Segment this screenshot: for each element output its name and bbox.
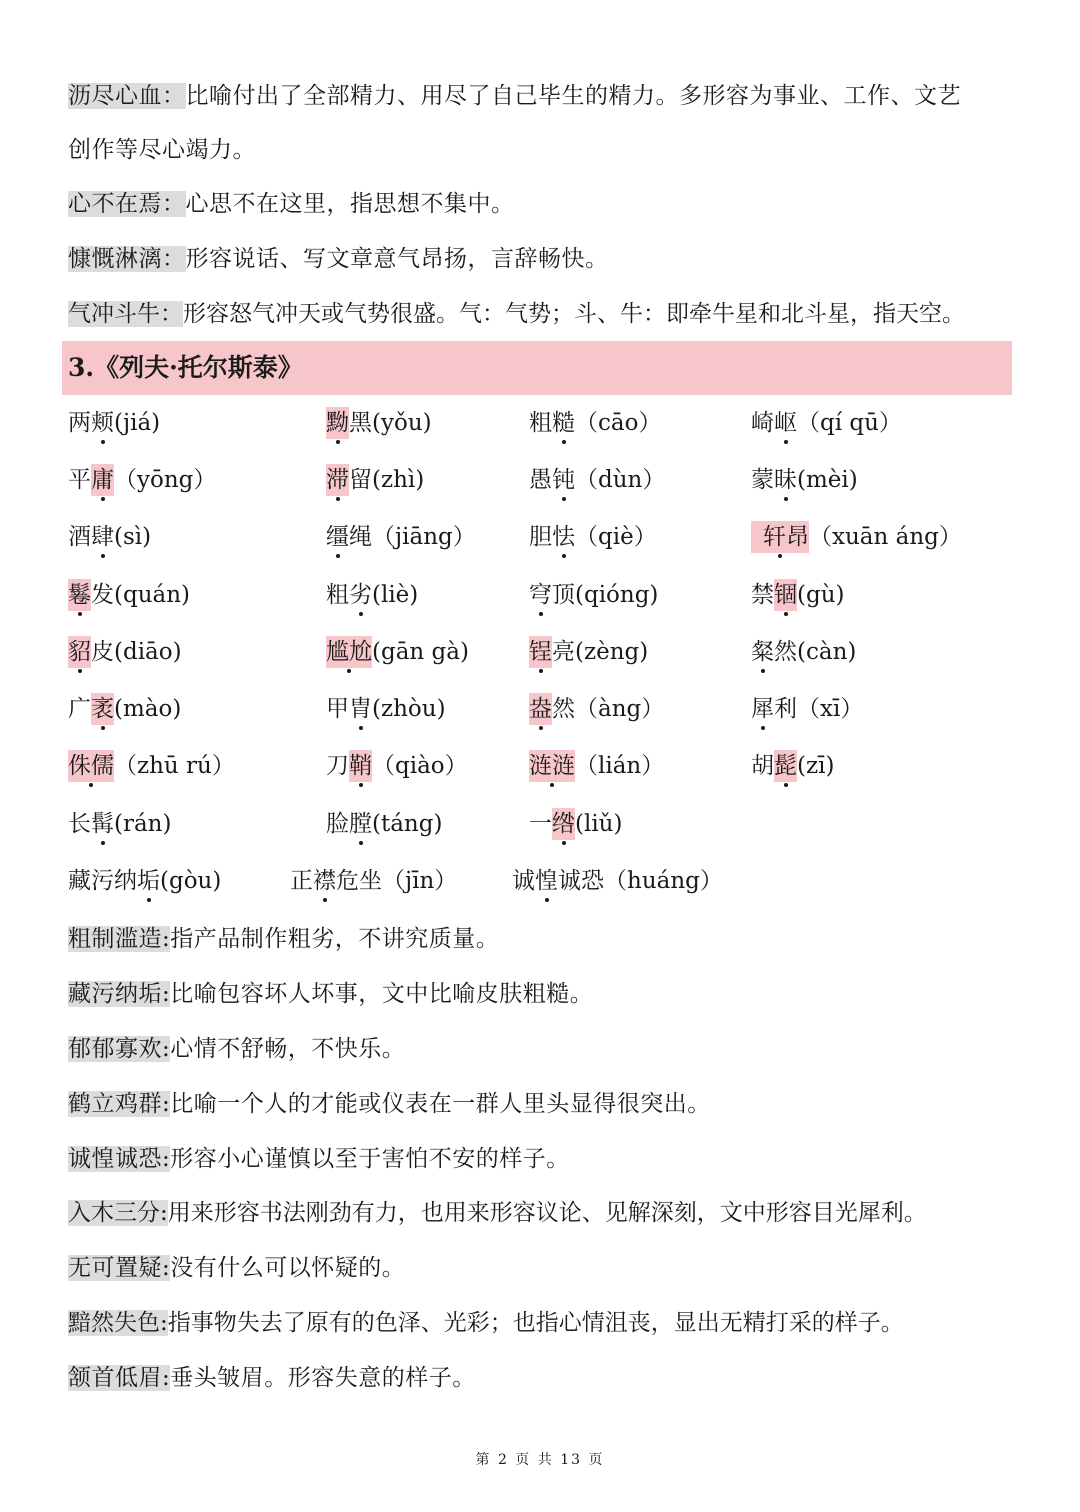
vocab-suffix: 亮 <box>552 639 575 665</box>
definition-line <box>68 1088 711 1120</box>
vocab-key-char: 膛 <box>349 808 372 840</box>
definition-line <box>68 1197 927 1229</box>
vocab-pinyin: (gù) <box>797 582 845 608</box>
vocab-prefix: 一 <box>529 811 552 837</box>
vocab-item <box>326 521 476 553</box>
vocab-key-char: 肆 <box>91 521 114 553</box>
vocab-pinyin: (zhòu) <box>372 696 446 722</box>
vocab-item <box>290 865 457 897</box>
vocab-item <box>68 636 182 668</box>
vocab-pinyin: （lián） <box>575 753 665 779</box>
definition-term: 心不在焉： <box>68 191 186 217</box>
vocab-pinyin: （xī） <box>797 696 864 722</box>
vocab-suffix: 顶 <box>552 582 575 608</box>
vocab-item <box>751 693 863 725</box>
definition-term: 慷慨淋漓： <box>68 246 186 272</box>
vocab-key-char: 鬈 <box>68 579 91 611</box>
vocab-pinyin: （yōng） <box>114 467 217 493</box>
vocab-key-char: 颊 <box>91 407 114 439</box>
vocab-item <box>68 750 235 782</box>
page-footer: 第 2 页 共 13 页 <box>475 1452 605 1468</box>
definition-text: 心情不舒畅，不快乐。 <box>170 1036 406 1062</box>
vocab-key-char: 昧 <box>774 464 797 496</box>
vocab-pinyin: (sì) <box>114 524 152 550</box>
vocab-key-char: 貂 <box>68 636 91 668</box>
definition-text: 形容小心谨慎以至于害怕不安的样子。 <box>170 1146 570 1172</box>
vocab-item <box>326 808 442 840</box>
vocab-key-char: 鞘 <box>349 750 372 782</box>
definition-text: 用来形容书法刚劲有力，也用来形容议论、见解深刻，文中形容目光犀利。 <box>167 1200 927 1226</box>
vocab-key-char: 犀 <box>751 693 774 725</box>
vocab-key-char: 尴尬 <box>326 636 372 668</box>
definition-line <box>68 1307 904 1339</box>
vocab-prefix: 崎 <box>751 410 774 436</box>
vocab-item <box>529 579 658 611</box>
vocab-prefix: 蒙 <box>751 467 774 493</box>
vocab-suffix: 诚恐 <box>558 868 604 894</box>
vocab-key-char: 侏儒 <box>68 750 114 782</box>
vocab-pinyin: (gòu) <box>160 868 222 894</box>
definition-line <box>68 1143 570 1175</box>
vocab-suffix: 然 <box>552 696 575 722</box>
vocab-pinyin: (liǔ) <box>575 811 623 837</box>
vocab-pinyin: （qí qū） <box>797 410 902 436</box>
vocab-suffix: 危坐 <box>336 868 382 894</box>
vocab-key-char: 滞 <box>326 464 349 496</box>
vocab-pinyin: （qiè） <box>575 524 657 550</box>
vocab-pinyin: （zhū rú） <box>114 753 235 779</box>
vocab-prefix: 刀 <box>326 753 349 779</box>
vocab-prefix: 平 <box>68 467 91 493</box>
vocab-prefix: 粗 <box>529 410 552 436</box>
definition-term: 粗制滥造: <box>68 926 171 952</box>
vocab-key-char: 涟涟 <box>529 750 575 782</box>
vocab-pinyin: （qiào） <box>372 753 468 779</box>
vocab-item <box>529 464 665 496</box>
definition-term: 诚惶诚恐: <box>68 1146 171 1172</box>
vocab-key-char: 髭 <box>774 750 797 782</box>
vocab-pinyin: (rán) <box>114 811 172 837</box>
vocab-prefix: 禁 <box>751 582 774 608</box>
vocab-item <box>326 693 446 725</box>
vocab-suffix: 然 <box>774 639 797 665</box>
vocab-pinyin: （dùn） <box>575 467 666 493</box>
vocab-key-char: 锃 <box>529 636 552 668</box>
vocab-key-char: 垢 <box>137 865 160 897</box>
vocab-item <box>326 750 468 782</box>
vocab-pinyin: (mèi) <box>797 467 858 493</box>
vocab-pinyin: (diāo) <box>114 639 182 665</box>
vocab-item <box>68 464 216 496</box>
vocab-prefix: 胆 <box>529 524 552 550</box>
vocab-item <box>68 693 181 725</box>
vocab-item <box>512 865 723 897</box>
vocab-pinyin: (gān gà) <box>372 639 469 665</box>
vocab-key-char: 怯 <box>552 521 575 553</box>
vocab-key-char: 盎 <box>529 693 552 725</box>
vocab-item <box>326 636 469 668</box>
vocab-pinyin: （cāo） <box>575 410 662 436</box>
vocab-pinyin: (zèng) <box>575 639 649 665</box>
vocab-suffix: 利 <box>774 696 797 722</box>
vocab-prefix: 正 <box>290 868 313 894</box>
definition-term: 鹤立鸡群: <box>68 1091 171 1117</box>
vocab-key-char: 粲 <box>751 636 774 668</box>
vocab-pinyin: (jiá) <box>114 410 161 436</box>
vocab-item <box>751 407 902 439</box>
vocab-pinyin: (quán) <box>114 582 191 608</box>
definition-line <box>68 298 965 330</box>
vocab-item <box>751 464 858 496</box>
vocab-key-char: 穹 <box>529 579 552 611</box>
vocab-pinyin: (qióng) <box>575 582 659 608</box>
vocab-item <box>68 521 151 553</box>
vocab-key-char: 黝 <box>326 407 349 439</box>
vocab-pinyin: (yǒu) <box>372 410 432 436</box>
vocab-key-char: 钝 <box>552 464 575 496</box>
definition-line <box>68 923 499 955</box>
definition-line <box>68 134 256 166</box>
definition-term: 无可置疑: <box>68 1255 171 1281</box>
vocab-pinyin: （xuān áng） <box>809 524 962 550</box>
vocab-key-char: 轩昂 <box>751 521 809 553</box>
vocab-item <box>529 808 622 840</box>
vocab-suffix: 皮 <box>91 639 114 665</box>
definition-line <box>68 80 961 112</box>
vocab-pinyin: (liè) <box>372 582 419 608</box>
definition-text: 比喻包容坏人坏事，文中比喻皮肤粗糙。 <box>170 981 594 1007</box>
vocab-key-char: 襟 <box>313 865 336 897</box>
vocab-key-char: 缰 <box>326 521 349 553</box>
vocab-key-char: 胄 <box>349 693 372 725</box>
vocab-item <box>326 464 424 496</box>
definition-line <box>68 978 593 1010</box>
vocab-key-char: 袤 <box>91 693 114 725</box>
vocab-prefix: 两 <box>68 410 91 436</box>
vocab-pinyin: （huáng） <box>604 868 723 894</box>
vocab-prefix: 广 <box>68 696 91 722</box>
vocab-prefix: 粗 <box>326 582 349 608</box>
vocab-suffix: 绳 <box>349 524 372 550</box>
vocab-prefix: 酒 <box>68 524 91 550</box>
definition-term: 气冲斗牛： <box>68 301 183 327</box>
vocab-prefix: 诚 <box>512 868 535 894</box>
vocab-key-char: 糙 <box>552 407 575 439</box>
vocab-item <box>751 579 844 611</box>
definition-text: 比喻一个人的才能或仪表在一群人里头显得很突出。 <box>170 1091 711 1117</box>
vocab-pinyin: （àng） <box>575 696 665 722</box>
definition-term: 入木三分: <box>68 1200 168 1226</box>
vocab-item <box>68 579 190 611</box>
definition-line <box>68 243 609 275</box>
vocab-item <box>751 750 834 782</box>
definition-term: 颔首低眉: <box>68 1365 171 1391</box>
vocab-item <box>68 407 160 439</box>
definition-text: 创作等尽心竭力。 <box>68 137 256 163</box>
definition-text: 形容怒气冲天或气势很盛。气：气势；斗、牛：即牵牛星和北斗星，指天空。 <box>183 301 965 327</box>
vocab-prefix: 长 <box>68 811 91 837</box>
vocab-item <box>529 636 648 668</box>
vocab-item <box>529 750 664 782</box>
vocab-key-char: 锢 <box>774 579 797 611</box>
definition-term: 藏污纳垢: <box>68 981 171 1007</box>
vocab-key-char: 髯 <box>91 808 114 840</box>
vocab-prefix: 脸 <box>326 811 349 837</box>
vocab-item <box>751 521 962 553</box>
vocab-key-char: 惶 <box>535 865 558 897</box>
vocab-key-char: 岖 <box>774 407 797 439</box>
vocab-pinyin: (zī) <box>797 753 835 779</box>
definition-term: 沥尽心血： <box>68 83 186 109</box>
vocab-pinyin: (mào) <box>114 696 182 722</box>
definition-line <box>68 188 515 220</box>
vocab-suffix: 发 <box>91 582 114 608</box>
vocab-prefix: 甲 <box>326 696 349 722</box>
definition-line <box>68 1362 476 1394</box>
definition-line <box>68 1033 405 1065</box>
vocab-item <box>751 636 856 668</box>
definition-text: 指事物失去了原有的色泽、光彩；也指心情沮丧，显出无精打采的样子。 <box>167 1310 904 1336</box>
vocab-pinyin: （jīn） <box>382 868 458 894</box>
vocab-item <box>326 579 418 611</box>
vocab-suffix: 留 <box>349 467 372 493</box>
definition-text: 形容说话、写文章意气昂扬，言辞畅快。 <box>185 246 609 272</box>
vocab-pinyin: (càn) <box>797 639 857 665</box>
vocab-key-char: 庸 <box>91 464 114 496</box>
vocab-item <box>529 407 661 439</box>
definition-text: 没有什么可以怀疑的。 <box>170 1255 406 1281</box>
vocab-item <box>529 693 664 725</box>
definition-text: 垂头皱眉。形容失意的样子。 <box>170 1365 476 1391</box>
definition-text: 比喻付出了全部精力、用尽了自己毕生的精力。多形容为事业、工作、文艺 <box>185 83 961 109</box>
vocab-prefix: 胡 <box>751 753 774 779</box>
vocab-key-char: 劣 <box>349 579 372 611</box>
vocab-key-char: 绺 <box>552 808 575 840</box>
section-title: 3.《列夫·托尔斯泰》 <box>68 353 303 382</box>
vocab-item <box>68 865 221 897</box>
vocab-pinyin: （jiāng） <box>372 524 476 550</box>
definition-text: 指产品制作粗劣，不讲究质量。 <box>170 926 500 952</box>
vocab-item <box>68 808 171 840</box>
vocab-pinyin: (táng) <box>372 811 443 837</box>
vocab-prefix: 愚 <box>529 467 552 493</box>
definition-line <box>68 1252 405 1284</box>
definition-text: 心思不在这里，指思想不集中。 <box>185 191 515 217</box>
vocab-item <box>326 407 432 439</box>
definition-term: 郁郁寡欢: <box>68 1036 171 1062</box>
vocab-item <box>529 521 657 553</box>
vocab-suffix: 黑 <box>349 410 372 436</box>
vocab-prefix: 藏污纳 <box>68 868 137 894</box>
vocab-pinyin: (zhì) <box>372 467 425 493</box>
definition-term: 黯然失色: <box>68 1310 168 1336</box>
